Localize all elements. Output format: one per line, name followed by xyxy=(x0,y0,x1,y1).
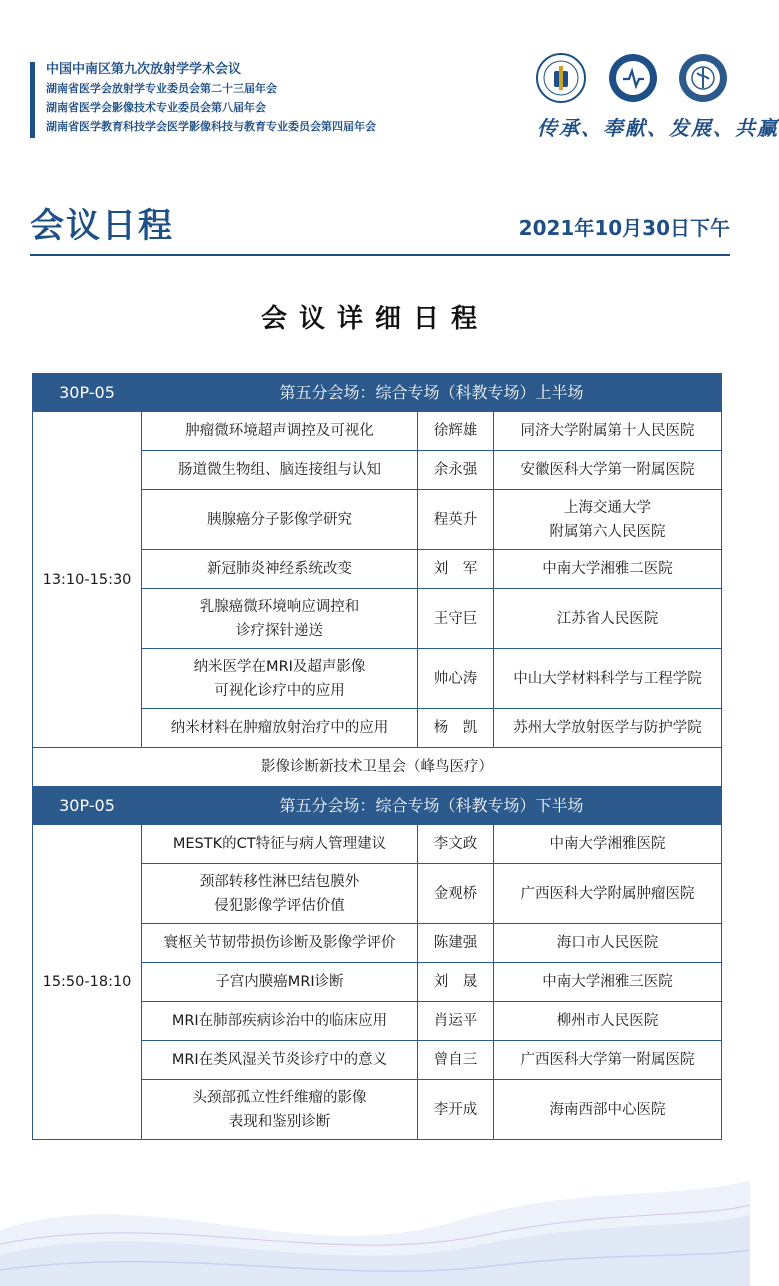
satellite-row xyxy=(33,748,722,787)
speaker-hospital: 海口市人民医院 xyxy=(494,924,722,963)
speaker-hospital: 中南大学湘雅三医院 xyxy=(494,963,722,1002)
conference-name-main: 中国中南区第九次放射学学术会议 xyxy=(46,62,242,77)
organizer-logo-3-icon xyxy=(677,52,729,104)
slogan: 传承、奉献、发展、共赢 xyxy=(537,116,779,140)
satellite-meeting: 影像诊断新技术卫星会（峰鸟医疗） xyxy=(33,748,722,787)
conference-name-2: 湖南省医学会放射学专业委员会第二十三届年会 xyxy=(46,82,277,95)
decorative-wave-background xyxy=(0,1160,750,1286)
speaker-hospital: 中南大学湘雅二医院 xyxy=(494,550,722,589)
conference-names xyxy=(46,60,470,136)
title-row xyxy=(30,198,730,254)
conference-name-3: 湖南省医学会影像技术专业委员会第八届年会 xyxy=(46,101,266,114)
speaker-name: 肖运平 xyxy=(418,1002,494,1041)
speaker-hospital: 广西医科大学第一附属医院 xyxy=(494,1041,722,1080)
talk-topic: 肿瘤微环境超声调控及可视化 xyxy=(142,412,418,451)
talk-topic: 肠道微生物组、脑连接组与认知 xyxy=(142,451,418,490)
speaker-name: 徐辉雄 xyxy=(418,412,494,451)
talk-topic: 新冠肺炎神经系统改变 xyxy=(142,550,418,589)
session-time: 15:50-18:10 xyxy=(33,825,142,1140)
speaker-name: 王守巨 xyxy=(418,589,494,649)
speaker-hospital: 苏州大学放射医学与防护学院 xyxy=(494,709,722,748)
page-title: 会议日程 xyxy=(30,206,174,246)
speaker-name: 程英升 xyxy=(418,490,494,550)
talk-topic: 子宫内膜癌MRI诊断 xyxy=(142,963,418,1002)
speaker-hospital: 中南大学湘雅医院 xyxy=(494,825,722,864)
talk-topic: 寰枢关节韧带损伤诊断及影像学评价 xyxy=(142,924,418,963)
talk-topic: MESTK的CT特征与病人管理建议 xyxy=(142,825,418,864)
section-heading: 会议详细日程 xyxy=(260,304,489,334)
session-code: 30P-05 xyxy=(33,374,142,412)
speaker-name: 帅心涛 xyxy=(418,649,494,709)
conference-name-4: 湖南省医学教育科技学会医学影像科技与教育专业委员会第四届年会 xyxy=(46,120,376,133)
talk-topic: MRI在肺部疾病诊治中的临床应用 xyxy=(142,1002,418,1041)
session-header-row xyxy=(33,374,722,412)
speaker-name: 余永强 xyxy=(418,451,494,490)
talk-topic: 乳腺癌微环境响应调控和 诊疗探针递送 xyxy=(142,589,418,649)
speaker-name: 李开成 xyxy=(418,1080,494,1140)
speaker-hospital: 柳州市人民医院 xyxy=(494,1002,722,1041)
speaker-name: 刘 晟 xyxy=(418,963,494,1002)
conference-header xyxy=(30,60,470,136)
speaker-hospital: 江苏省人民医院 xyxy=(494,589,722,649)
speaker-name: 杨 凯 xyxy=(418,709,494,748)
table-row xyxy=(33,825,722,864)
talk-topic: 胰腺癌分子影像学研究 xyxy=(142,490,418,550)
page-date: 2021年10月30日下午 xyxy=(518,216,730,240)
speaker-name: 金观桥 xyxy=(418,864,494,924)
organizer-logo-1-icon xyxy=(535,52,587,104)
talk-topic: 头颈部孤立性纤维瘤的影像 表现和鉴别诊断 xyxy=(142,1080,418,1140)
talk-topic: MRI在类风湿关节炎诊疗中的意义 xyxy=(142,1041,418,1080)
speaker-hospital: 上海交通大学 附属第六人民医院 xyxy=(494,490,722,550)
organizer-logos xyxy=(535,52,731,108)
session-code: 30P-05 xyxy=(33,787,142,825)
talk-topic: 纳米医学在MRI及超声影像 可视化诊疗中的应用 xyxy=(142,649,418,709)
organizer-logo-2-icon xyxy=(607,52,659,104)
header-accent-bar xyxy=(30,62,35,138)
speaker-name: 曾自三 xyxy=(418,1041,494,1080)
speaker-name: 陈建强 xyxy=(418,924,494,963)
speaker-hospital: 海南西部中心医院 xyxy=(494,1080,722,1140)
talk-topic: 纳米材料在肿瘤放射治疗中的应用 xyxy=(142,709,418,748)
session-header-row xyxy=(33,787,722,825)
schedule-table xyxy=(32,373,722,1140)
speaker-name: 李文政 xyxy=(418,825,494,864)
session-title: 第五分会场：综合专场（科教专场）上半场 xyxy=(142,374,722,412)
speaker-hospital: 中山大学材料科学与工程学院 xyxy=(494,649,722,709)
talk-topic: 颈部转移性淋巴结包膜外 侵犯影像学评估价值 xyxy=(142,864,418,924)
session-time: 13:10-15:30 xyxy=(33,412,142,748)
speaker-hospital: 同济大学附属第十人民医院 xyxy=(494,412,722,451)
speaker-name: 刘 军 xyxy=(418,550,494,589)
title-divider xyxy=(30,254,730,256)
table-row xyxy=(33,412,722,451)
speaker-hospital: 广西医科大学附属肿瘤医院 xyxy=(494,864,722,924)
speaker-hospital: 安徽医科大学第一附属医院 xyxy=(494,451,722,490)
session-title: 第五分会场：综合专场（科教专场）下半场 xyxy=(142,787,722,825)
